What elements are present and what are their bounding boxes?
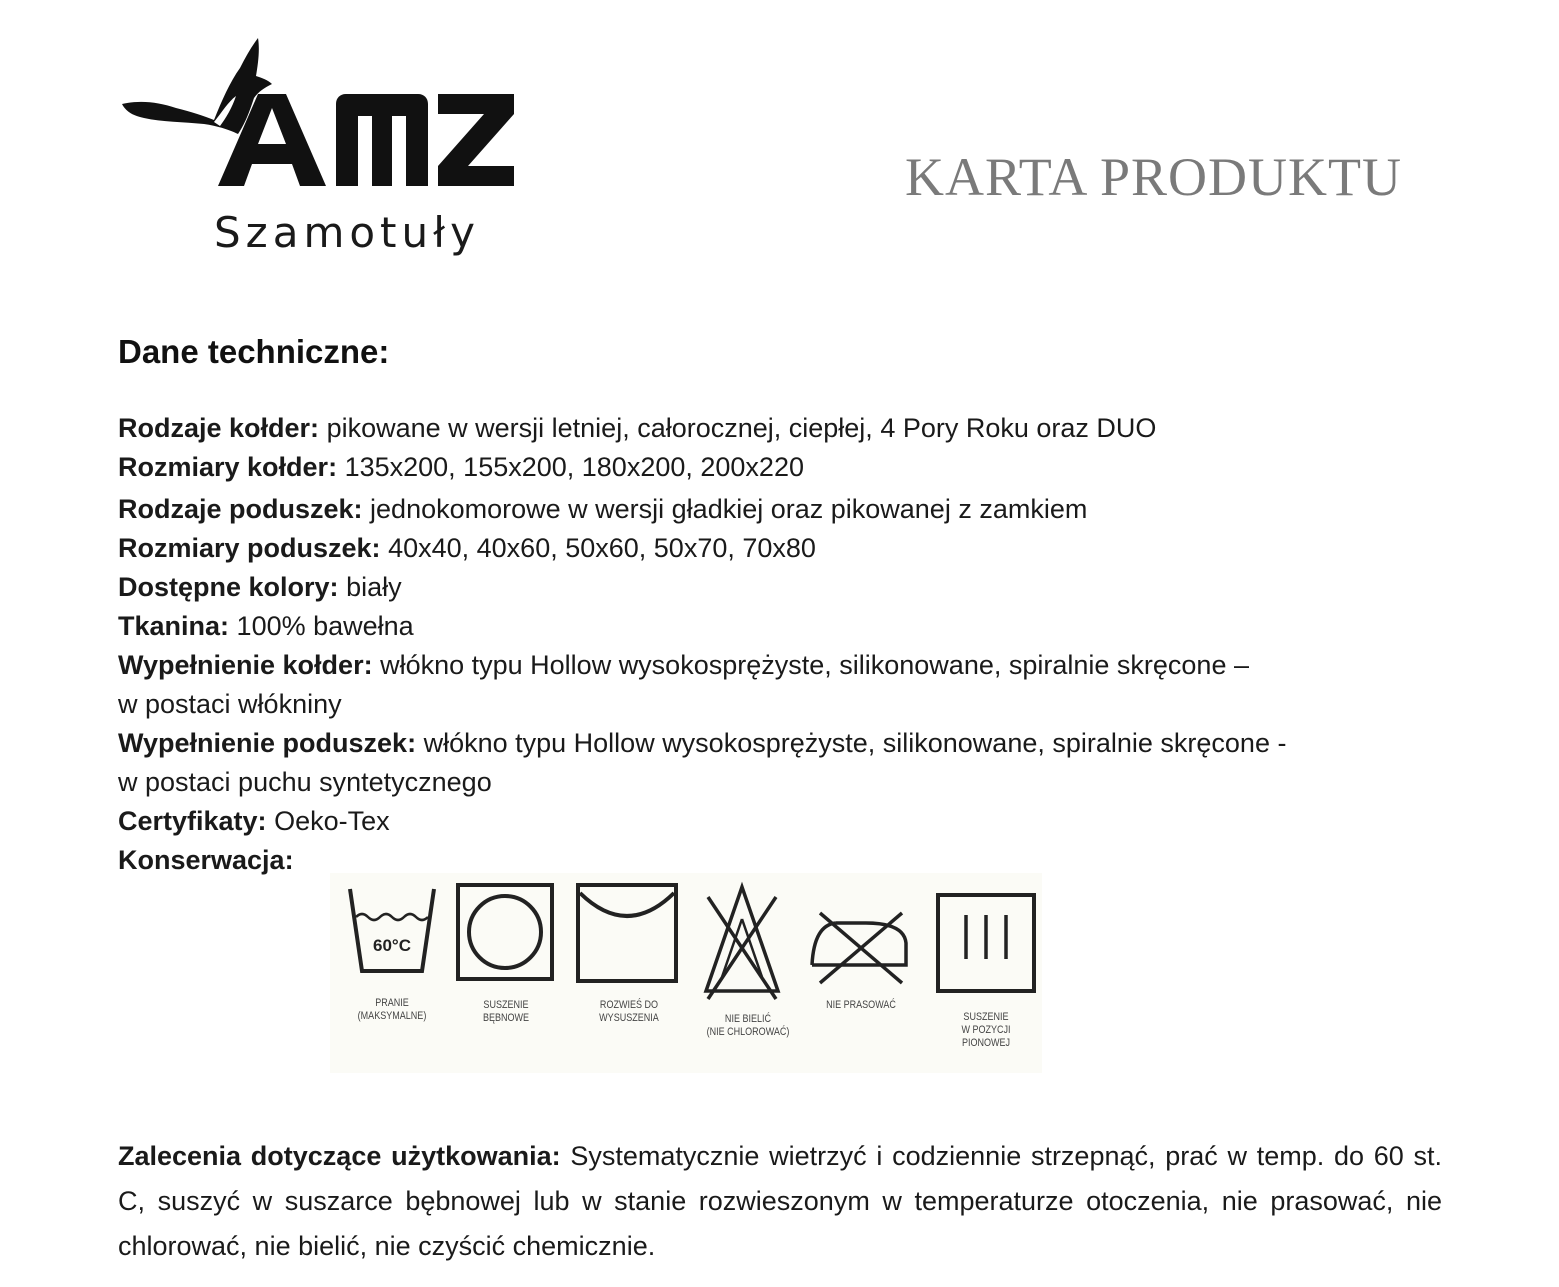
spec-value: włókno typu Hollow wysokosprężyste, silikonowane, spiralnie skręcone - xyxy=(423,728,1287,758)
spec-label: Rodzaje poduszek: xyxy=(118,494,363,524)
spec-label: Rozmiary kołder: xyxy=(118,452,338,482)
recommendations-label: Zalecenia dotyczące użytkowania: xyxy=(118,1141,561,1171)
brand-logo xyxy=(118,30,538,260)
drip-dry-symbol xyxy=(928,873,1040,1049)
no-bleach-icon xyxy=(692,873,804,1013)
spec-value: biały xyxy=(346,572,402,602)
spec-row xyxy=(118,529,1448,568)
spec-label: Konserwacja: xyxy=(118,845,294,875)
recommendations-text: Systematycznie wietrzyć i codziennie strzepnąć, prać w temp. do 60 st. C, suszyć w suszarce bębnowej lub w stanie rozwieszonym w temperaturze otoczenia, nie prasować, nie chlorować, nie bielić, nie czyścić chemicznie. xyxy=(118,1141,1442,1261)
specs-list xyxy=(118,409,1448,880)
tumble-dry-symbol xyxy=(450,873,568,1024)
spec-row xyxy=(118,607,1448,646)
spec-row xyxy=(118,490,1448,529)
wash-60-symbol xyxy=(336,873,448,1022)
spec-row xyxy=(118,724,1448,763)
spec-label: Wypełnienie kołder: xyxy=(118,650,373,680)
spec-value: 100% bawełna xyxy=(236,611,414,641)
spec-value: włókno typu Hollow wysokosprężyste, silikonowane, spiralnie skręcone – xyxy=(380,650,1249,680)
tumble-dry-icon xyxy=(450,873,568,998)
spec-value: jednokomorowe w wersji gładkiej oraz pikowanej z zamkiem xyxy=(370,494,1088,524)
spec-row xyxy=(118,409,1448,448)
care-symbols xyxy=(330,873,1042,1073)
no-bleach-symbol xyxy=(692,873,804,1038)
document-title: KARTA PRODUKTU xyxy=(905,147,1402,207)
spec-continuation: w postaci puchu syntetycznego xyxy=(118,767,492,797)
spec-value: Oeko-Tex xyxy=(274,806,390,836)
no-iron-symbol xyxy=(806,873,916,1011)
spec-row xyxy=(118,802,1448,841)
section-title: Dane techniczne: xyxy=(118,333,390,370)
spec-row xyxy=(118,568,1448,607)
spec-value: 135x200, 155x200, 180x200, 200x220 xyxy=(344,452,804,482)
spec-label: Dostępne kolory: xyxy=(118,572,339,602)
wash-60-icon xyxy=(336,873,448,998)
wash-temperature: 60°C xyxy=(373,936,411,955)
spec-label: Rozmiary poduszek: xyxy=(118,533,381,563)
spec-value: pikowane w wersji letniej, całorocznej, ciepłej, 4 Pory Roku oraz DUO xyxy=(326,413,1157,443)
spec-row xyxy=(118,448,1448,487)
spec-continuation: w postaci włókniny xyxy=(118,689,342,719)
line-dry-icon xyxy=(570,873,694,998)
care-label: SUSZENIE W POZYCJI PIONOWEJ xyxy=(961,1011,1011,1049)
spec-value: 40x40, 40x60, 50x60, 50x70, 70x80 xyxy=(388,533,816,563)
spec-label: Wypełnienie poduszek: xyxy=(118,728,417,758)
drip-dry-icon xyxy=(928,873,1040,1008)
bird-logo-icon xyxy=(118,30,538,210)
usage-recommendations xyxy=(118,1134,1442,1269)
spec-row xyxy=(118,646,1448,685)
care-label: NIE PRASOWAĆ xyxy=(826,999,896,1011)
no-iron-icon xyxy=(806,873,916,998)
care-label: ROZWIEŚ DO WYSUSZENIA xyxy=(599,999,659,1024)
spec-label: Certyfikaty: xyxy=(118,806,267,836)
care-label: NIE BIELIĆ (NIE CHLOROWAĆ) xyxy=(706,1013,790,1038)
spec-label: Rodzaje kołder: xyxy=(118,413,320,443)
line-dry-symbol xyxy=(570,873,694,1024)
spec-label: Tkanina: xyxy=(118,611,230,641)
care-label: SUSZENIE BĘBNOWE xyxy=(482,999,530,1024)
logo-subtitle: Szamotuły xyxy=(214,208,480,257)
care-label: PRANIE (MAKSYMALNE) xyxy=(357,997,427,1022)
